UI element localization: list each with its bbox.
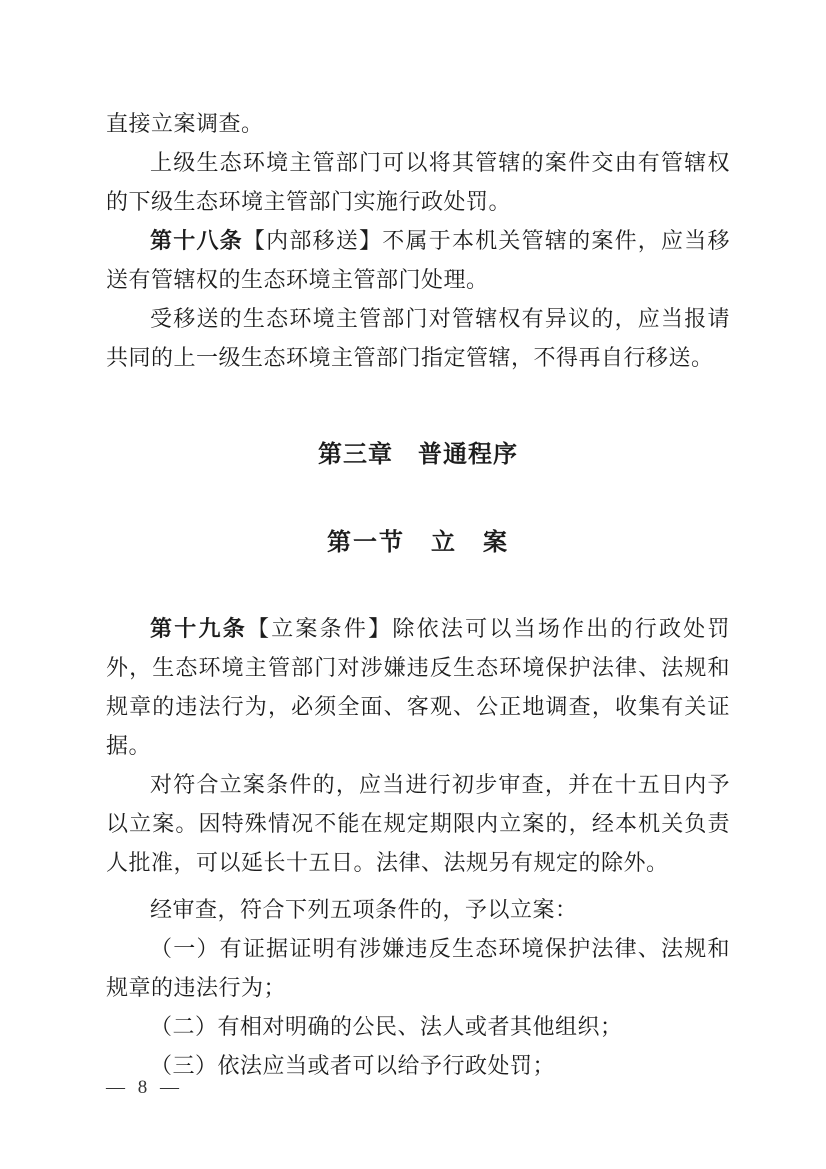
article-18-title: 【内部移送】 [242,228,383,253]
list-item-1: （一）有证据证明有涉嫌违反生态环境保护法律、法规和规章的违法行为； [106,936,730,1000]
paragraph-filing-conditions-intro: 经审查，符合下列五项条件的，予以立案： [150,897,578,922]
chapter-heading: 第三章 普通程序 [318,441,518,468]
list-item-3: （三）依法应当或者可以给予行政处罚； [150,1053,556,1078]
article-19-title: 【立案条件】 [246,616,393,641]
article-19-number: 第十九条 [150,616,247,641]
paragraph-preliminary-review: 对符合立案条件的，应当进行初步审查，并在十五日内予以立案。因特殊情况不能在规定期限内立案的，经本机关负责人批准，可以延长十五日。法律、法规另有规定的除外。 [106,772,730,875]
paragraph-article-18 [106,221,730,299]
document-body [106,104,730,1085]
page-number: — 8 — [106,1077,183,1098]
article-19-text: 除依法可以当场作出的行政处罚外，生态环境主管部门对涉嫌违反生态环境保护法律、法规和规章的违法行为，必须全面、客观、公正地调查，收集有关证据。 [106,616,730,758]
article-18-text: 不属于本机关管辖的案件，应当移送有管辖权的生态环境主管部门处理。 [106,228,730,292]
paragraph-article-19 [106,609,730,765]
paragraph-continuation: 直接立案调查。 [106,111,264,136]
section-heading: 第一节 立 案 [327,530,509,556]
paragraph-transfer-objection: 受移送的生态环境主管部门对管辖权有异议的，应当报请共同的上一级生态环境主管部门指定管辖，不得再自行移送。 [106,306,730,370]
page-footer [106,1076,183,1100]
list-item-2: （二）有相对明确的公民、法人或者其他组织； [150,1014,623,1039]
paragraph-delegation: 上级生态环境主管部门可以将其管辖的案件交由有管辖权的下级生态环境主管部门实施行政处罚。 [106,150,730,214]
article-18-number: 第十八条 [150,228,243,253]
